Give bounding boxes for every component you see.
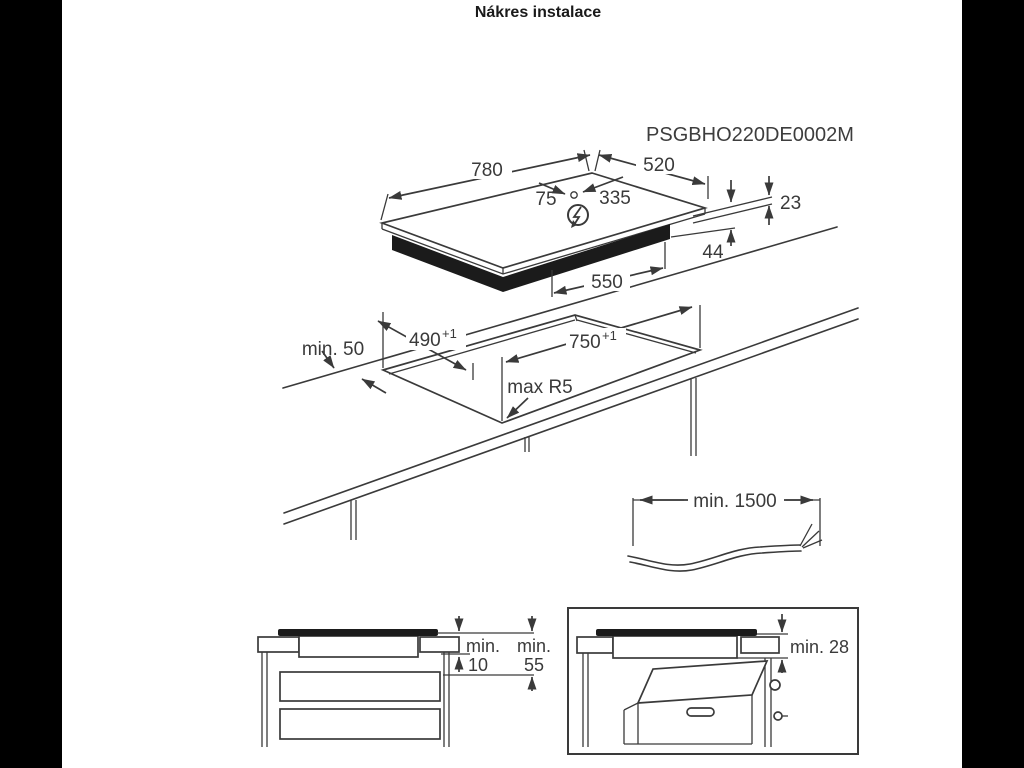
dim-490-label: 490 bbox=[409, 330, 441, 351]
cable-length-label: min. 1500 bbox=[693, 491, 777, 512]
dim-750-tolerance: +1 bbox=[602, 328, 617, 343]
dim-490-tolerance: +1 bbox=[442, 326, 457, 341]
dim-750-label: 750 bbox=[569, 332, 601, 353]
dim-75-label: 75 bbox=[535, 189, 557, 210]
worktop-section-left bbox=[258, 637, 299, 652]
worktop-section-right bbox=[420, 637, 459, 652]
dim-520-label: 520 bbox=[643, 155, 675, 176]
depth-value-label: 55 bbox=[524, 655, 545, 675]
rear-clearance-label: min. 50 bbox=[301, 339, 365, 360]
dim-550-label: 550 bbox=[591, 272, 623, 293]
dim-780-label: 780 bbox=[471, 160, 503, 181]
gap-value-label: 10 bbox=[468, 655, 489, 675]
model-code: PSGBHO220DE0002M bbox=[646, 124, 854, 146]
page-title: Nákres instalace bbox=[474, 4, 602, 21]
depth-min-label: min. bbox=[517, 636, 552, 656]
hob-glass-section bbox=[278, 629, 438, 636]
drawer-front-bottom bbox=[280, 709, 440, 739]
worktop-section-right-2 bbox=[741, 637, 779, 653]
dim-44-label: 44 bbox=[702, 242, 724, 263]
hob-casing-section bbox=[299, 636, 418, 657]
oven-knob-icon bbox=[770, 680, 780, 690]
corner-radius-label: max R5 bbox=[507, 377, 573, 398]
gap-min-label: min. bbox=[466, 636, 501, 656]
dim-23-label: 23 bbox=[780, 193, 802, 214]
hob-glass-section-2 bbox=[596, 629, 757, 636]
worktop-section-left-2 bbox=[577, 637, 613, 653]
oven-hinge-icon bbox=[774, 712, 782, 720]
oven-door-handle bbox=[687, 708, 714, 716]
drawer-front-top bbox=[280, 672, 440, 701]
oven-clearance-label: min. 28 bbox=[790, 637, 850, 657]
hob-casing-section-2 bbox=[613, 636, 737, 658]
dim-335-label: 335 bbox=[599, 188, 631, 209]
